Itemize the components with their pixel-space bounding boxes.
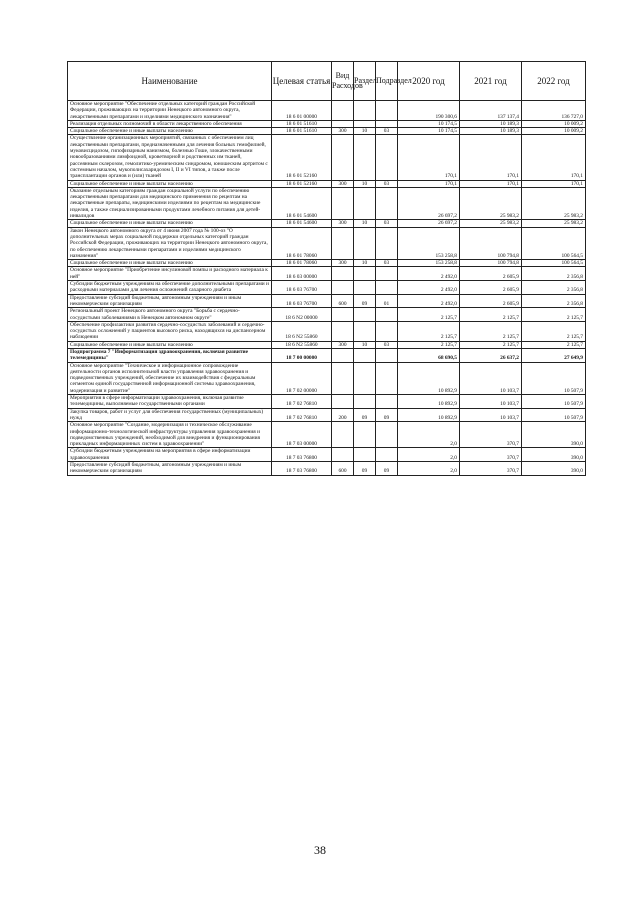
row-subsection-cell: [376, 101, 398, 121]
row-code-cell: 18 7 02 00000: [272, 362, 332, 394]
table-row: [68, 180, 586, 187]
row-section-cell: [354, 321, 376, 341]
row-value-2022-cell: 25 983,2: [522, 187, 586, 219]
row-code-cell: 18 6 01 78060: [272, 227, 332, 259]
row-value-2022-cell: 390,0: [522, 422, 586, 448]
table-row: [68, 362, 586, 394]
row-name-cell: Социальное обеспечение и иные выплаты населению: [68, 341, 272, 348]
row-value-2021-cell: 2 605,9: [460, 294, 522, 308]
row-section-cell: [354, 120, 376, 127]
row-section-cell: 09: [354, 294, 376, 308]
row-value-2020-cell: 68 690,5: [398, 348, 460, 362]
row-value-2022-cell: 2 356,8: [522, 281, 586, 295]
row-subsection-cell: [376, 308, 398, 322]
row-code-cell: 18 7 03 76800: [272, 448, 332, 462]
row-name-cell: Основное мероприятие "Создание, модернизация и техническое обслуживание информационно-технологической инфраструктуры управления здравоохранения и подведомственных учреждений, необходимой для внедрения и функционирования прикладных информационных систем в здравоохранении": [68, 422, 272, 448]
table-row: [68, 187, 586, 219]
row-subsection-cell: 03: [376, 341, 398, 348]
row-expense-type-cell: [332, 135, 354, 180]
row-name-cell: Реализация отдельных полномочий в области лекарственного обеспечения: [68, 120, 272, 127]
row-section-cell: [354, 362, 376, 394]
row-name-cell: Социальное обеспечение и иные выплаты населению: [68, 128, 272, 135]
row-value-2020-cell: 26 697,2: [398, 220, 460, 227]
table-row: [68, 321, 586, 341]
row-value-2021-cell: 170,1: [460, 135, 522, 180]
row-value-2020-cell: 190 300,6: [398, 101, 460, 121]
row-code-cell: 18 6 01 54600: [272, 187, 332, 219]
row-name-cell: Обеспечение профилактики развития сердечно-сосудистых заболеваний и сердечно-сосудистых осложнений у пациентов высокого риска, находящихся на диспансерном наблюдении: [68, 321, 272, 341]
row-name-cell: Предоставление субсидий бюджетным, автономным учреждениям и иным некоммерческим организациям: [68, 462, 272, 476]
row-subsection-cell: 03: [376, 220, 398, 227]
row-section-cell: 09: [354, 408, 376, 422]
table-row: [68, 408, 586, 422]
row-subsection-cell: [376, 348, 398, 362]
row-expense-type-cell: [332, 267, 354, 281]
row-expense-type-cell: 300: [332, 260, 354, 267]
table-header-row: [68, 62, 586, 101]
row-value-2020-cell: 10 892,9: [398, 362, 460, 394]
row-section-cell: [354, 267, 376, 281]
row-value-2021-cell: 25 983,2: [460, 220, 522, 227]
row-value-2022-cell: 390,0: [522, 448, 586, 462]
row-subsection-cell: [376, 267, 398, 281]
header-year-2021: 2021 год: [460, 62, 522, 101]
row-value-2020-cell: 10 892,9: [398, 408, 460, 422]
row-value-2020-cell: 2,0: [398, 448, 460, 462]
row-expense-type-cell: [332, 227, 354, 259]
row-value-2022-cell: 100 564,5: [522, 260, 586, 267]
row-value-2022-cell: 2 356,8: [522, 267, 586, 281]
table-row: [68, 220, 586, 227]
row-value-2020-cell: 170,1: [398, 180, 460, 187]
row-subsection-cell: 09: [376, 462, 398, 476]
row-value-2022-cell: 10 507,9: [522, 395, 586, 409]
row-value-2020-cell: 10 174,5: [398, 120, 460, 127]
row-expense-type-cell: [332, 422, 354, 448]
row-section-cell: [354, 135, 376, 180]
row-subsection-cell: [376, 187, 398, 219]
row-code-cell: 18 6 01 54600: [272, 220, 332, 227]
row-code-cell: 18 6 01 52160: [272, 135, 332, 180]
row-code-cell: 18 7 00 00000: [272, 348, 332, 362]
header-code: Целевая статья: [272, 62, 332, 101]
row-code-cell: 18 6 03 76700: [272, 281, 332, 295]
row-value-2022-cell: 25 983,2: [522, 220, 586, 227]
row-value-2021-cell: 2 125,7: [460, 321, 522, 341]
row-value-2022-cell: 2 125,7: [522, 308, 586, 322]
row-value-2021-cell: 10 103,7: [460, 395, 522, 409]
table-row: [68, 348, 586, 362]
row-subsection-cell: 01: [376, 294, 398, 308]
table-row: [68, 341, 586, 348]
row-name-cell: Социальное обеспечение и иные выплаты населению: [68, 180, 272, 187]
row-expense-type-cell: [332, 101, 354, 121]
row-expense-type-cell: 200: [332, 408, 354, 422]
row-value-2021-cell: 26 637,2: [460, 348, 522, 362]
row-section-cell: 10: [354, 260, 376, 267]
row-value-2021-cell: 2 125,7: [460, 308, 522, 322]
row-value-2020-cell: 2,0: [398, 462, 460, 476]
row-value-2021-cell: 170,1: [460, 180, 522, 187]
row-code-cell: 18 7 02 76810: [272, 408, 332, 422]
row-section-cell: [354, 395, 376, 409]
row-subsection-cell: [376, 120, 398, 127]
row-value-2021-cell: 2 605,9: [460, 281, 522, 295]
row-section-cell: [354, 281, 376, 295]
header-name: Наименование: [68, 62, 272, 101]
header-vr: Вид Расходов: [332, 62, 354, 101]
row-name-cell: Субсидии бюджетным учреждениям на мероприятия в сфере информатизации здравоохранения: [68, 448, 272, 462]
row-value-2022-cell: 2 125,7: [522, 341, 586, 348]
row-expense-type-cell: [332, 348, 354, 362]
table-row: [68, 227, 586, 259]
row-value-2020-cell: 2 125,7: [398, 321, 460, 341]
table-row: [68, 101, 586, 121]
row-code-cell: 18 6 01 00000: [272, 101, 332, 121]
row-value-2020-cell: 2,0: [398, 422, 460, 448]
row-subsection-cell: [376, 448, 398, 462]
row-name-cell: Субсидии бюджетным учреждениям на обеспечение дополнительными препаратами и расходными материалами для лечения осложнений сахарного диабета: [68, 281, 272, 295]
row-expense-type-cell: [332, 308, 354, 322]
table-row: [68, 294, 586, 308]
row-value-2022-cell: 27 649,9: [522, 348, 586, 362]
row-expense-type-cell: [332, 321, 354, 341]
row-code-cell: 18 6 01 78060: [272, 260, 332, 267]
row-code-cell: 18 6 N2 55860: [272, 341, 332, 348]
row-subsection-cell: [376, 422, 398, 448]
table-row: [68, 260, 586, 267]
row-expense-type-cell: 300: [332, 180, 354, 187]
header-pr: Подраздел: [376, 62, 398, 101]
row-subsection-cell: [376, 395, 398, 409]
row-value-2022-cell: 390,0: [522, 462, 586, 476]
budget-table: [67, 61, 586, 476]
row-expense-type-cell: [332, 362, 354, 394]
row-expense-type-cell: 600: [332, 294, 354, 308]
row-value-2021-cell: 137 137,4: [460, 101, 522, 121]
table-row: [68, 267, 586, 281]
row-section-cell: [354, 422, 376, 448]
row-value-2021-cell: 100 794,8: [460, 227, 522, 259]
row-name-cell: Мероприятия в сфере информатизации здравоохранения, включая развитие телемедицины, выполняемые государственными органами: [68, 395, 272, 409]
row-value-2022-cell: 10 507,9: [522, 362, 586, 394]
row-code-cell: 18 6 03 00000: [272, 267, 332, 281]
header-rz: Раздел: [354, 62, 376, 101]
row-value-2020-cell: 26 697,2: [398, 187, 460, 219]
row-section-cell: 10: [354, 128, 376, 135]
row-section-cell: [354, 308, 376, 322]
row-section-cell: 10: [354, 180, 376, 187]
table-row: [68, 281, 586, 295]
row-value-2022-cell: 10 009,2: [522, 120, 586, 127]
row-name-cell: Социальное обеспечение и иные выплаты населению: [68, 220, 272, 227]
row-value-2021-cell: 2 605,9: [460, 267, 522, 281]
row-value-2021-cell: 370,7: [460, 422, 522, 448]
row-expense-type-cell: [332, 120, 354, 127]
row-subsection-cell: [376, 135, 398, 180]
row-expense-type-cell: [332, 395, 354, 409]
row-subsection-cell: [376, 227, 398, 259]
row-expense-type-cell: 300: [332, 341, 354, 348]
row-code-cell: 18 7 03 00000: [272, 422, 332, 448]
row-name-cell: Региональный проект Ненецкого автономного округа "Борьба с сердечно-сосудистыми заболеваниями в Ненецком автономном округе": [68, 308, 272, 322]
table-row: [68, 462, 586, 476]
row-value-2020-cell: 2 125,7: [398, 308, 460, 322]
row-value-2022-cell: 170,1: [522, 135, 586, 180]
row-value-2021-cell: 25 983,2: [460, 187, 522, 219]
row-value-2022-cell: 2 356,8: [522, 294, 586, 308]
row-subsection-cell: 03: [376, 128, 398, 135]
row-section-cell: [354, 101, 376, 121]
row-value-2020-cell: 10 174,5: [398, 128, 460, 135]
row-subsection-cell: [376, 321, 398, 341]
row-code-cell: 18 7 02 76810: [272, 395, 332, 409]
row-value-2021-cell: 370,7: [460, 462, 522, 476]
row-section-cell: [354, 227, 376, 259]
row-expense-type-cell: 600: [332, 462, 354, 476]
table-row: [68, 120, 586, 127]
row-value-2021-cell: 100 794,8: [460, 260, 522, 267]
row-expense-type-cell: 300: [332, 128, 354, 135]
row-value-2021-cell: 10 189,3: [460, 128, 522, 135]
row-section-cell: 10: [354, 341, 376, 348]
header-year-2022: 2022 год: [522, 62, 586, 101]
row-code-cell: 18 6 N2 00000: [272, 308, 332, 322]
row-value-2022-cell: 100 564,5: [522, 227, 586, 259]
row-code-cell: 18 6 N2 55860: [272, 321, 332, 341]
row-section-cell: [354, 187, 376, 219]
row-name-cell: Основное мероприятие "Приобретение инсулиновой помпы и расходного материала к ней": [68, 267, 272, 281]
table-row: [68, 135, 586, 180]
row-section-cell: 09: [354, 462, 376, 476]
row-name-cell: Основное мероприятие "Обеспечение отдельных категорий граждан Российской Федерации, проживающих на территории Ненецкого автономного округа, лекарственными препаратами и изделиями медицинского назначения": [68, 101, 272, 121]
row-value-2021-cell: 10 103,7: [460, 362, 522, 394]
row-subsection-cell: [376, 362, 398, 394]
row-subsection-cell: [376, 281, 398, 295]
row-value-2020-cell: 2 492,0: [398, 281, 460, 295]
row-name-cell: Социальное обеспечение и иные выплаты населению: [68, 260, 272, 267]
row-section-cell: [354, 448, 376, 462]
row-name-cell: Закон Ненецкого автономного округа от 4 июня 2007 года № 100-оз "О дополнительных мерах социальной поддержки отдельных категорий граждан Российской Федерации, проживающих на территории Ненецкого автономного округа, по обеспечению лекарственными препаратами и изделиями медицинского назначения": [68, 227, 272, 259]
row-section-cell: [354, 348, 376, 362]
row-value-2022-cell: 2 125,7: [522, 321, 586, 341]
row-name-cell: Осуществление организационных мероприятий, связанных с обеспечением лиц лекарственными препаратами, предназначенными для лечения больных гемофилией, муковисцидозом, гипофизарным нанизмом, болезнью Гоше, злокачественными новообразованиями лимфоидной, кроветворной и родственных им тканей, рассеянным склерозом, гемолитико-уремическим синдромом, юношеским артритом с системным началом, мукополисахаридозом I, II и VI типов, а также после трансплантации органов и (или) тканей: [68, 135, 272, 180]
row-name-cell: Подпрограмма 7 "Информатизация здравоохранения, включая развитие телемедицины": [68, 348, 272, 362]
row-value-2022-cell: 10 009,2: [522, 128, 586, 135]
row-value-2021-cell: 2 125,7: [460, 341, 522, 348]
row-subsection-cell: 03: [376, 260, 398, 267]
row-value-2020-cell: 2 492,0: [398, 267, 460, 281]
row-expense-type-cell: [332, 281, 354, 295]
row-section-cell: 10: [354, 220, 376, 227]
row-value-2020-cell: 10 892,9: [398, 395, 460, 409]
row-expense-type-cell: [332, 187, 354, 219]
row-value-2021-cell: 370,7: [460, 448, 522, 462]
row-name-cell: Основное мероприятие "Техническое и информационное сопровождение деятельности органов исполнительной власти управления здравоохранения и подведомственных учреждений, обеспечение их взаимодействия с федеральным сегментом единой государственной информационной системы здравоохранения, модернизация и развитие": [68, 362, 272, 394]
row-code-cell: 18 6 01 51610: [272, 128, 332, 135]
row-code-cell: 18 6 01 52160: [272, 180, 332, 187]
table-row: [68, 128, 586, 135]
row-subsection-cell: 03: [376, 180, 398, 187]
row-value-2022-cell: 170,1: [522, 180, 586, 187]
row-code-cell: 18 6 01 51610: [272, 120, 332, 127]
row-name-cell: Закупка товаров, работ и услуг для обеспечения государственных (муниципальных) нужд: [68, 408, 272, 422]
table-row: [68, 422, 586, 448]
row-value-2020-cell: 153 258,8: [398, 227, 460, 259]
row-value-2022-cell: 136 727,0: [522, 101, 586, 121]
row-value-2020-cell: 2 125,7: [398, 341, 460, 348]
row-value-2021-cell: 10 189,3: [460, 120, 522, 127]
row-subsection-cell: 09: [376, 408, 398, 422]
row-name-cell: Предоставление субсидий бюджетным, автономным учреждениям и иным некоммерческим организациям: [68, 294, 272, 308]
page-number: 38: [314, 843, 326, 857]
table-row: [68, 448, 586, 462]
row-expense-type-cell: 300: [332, 220, 354, 227]
row-code-cell: 18 7 03 76800: [272, 462, 332, 476]
row-value-2020-cell: 2 492,0: [398, 294, 460, 308]
table-row: [68, 395, 586, 409]
row-name-cell: Оказание отдельным категориям граждан социальной услуги по обеспечению лекарственными препаратами для медицинского применения по рецептам на лекарственные препараты, медицинскими изделиями по рецептам на медицинские изделия, а также специализированными продуктами лечебного питания для детей-инвалидов: [68, 187, 272, 219]
header-year-2020: 2020 год: [398, 62, 460, 101]
row-value-2021-cell: 10 103,7: [460, 408, 522, 422]
row-value-2022-cell: 10 507,9: [522, 408, 586, 422]
table-row: [68, 308, 586, 322]
row-value-2020-cell: 153 258,8: [398, 260, 460, 267]
row-value-2020-cell: 170,1: [398, 135, 460, 180]
row-expense-type-cell: [332, 448, 354, 462]
row-code-cell: 18 6 03 76700: [272, 294, 332, 308]
